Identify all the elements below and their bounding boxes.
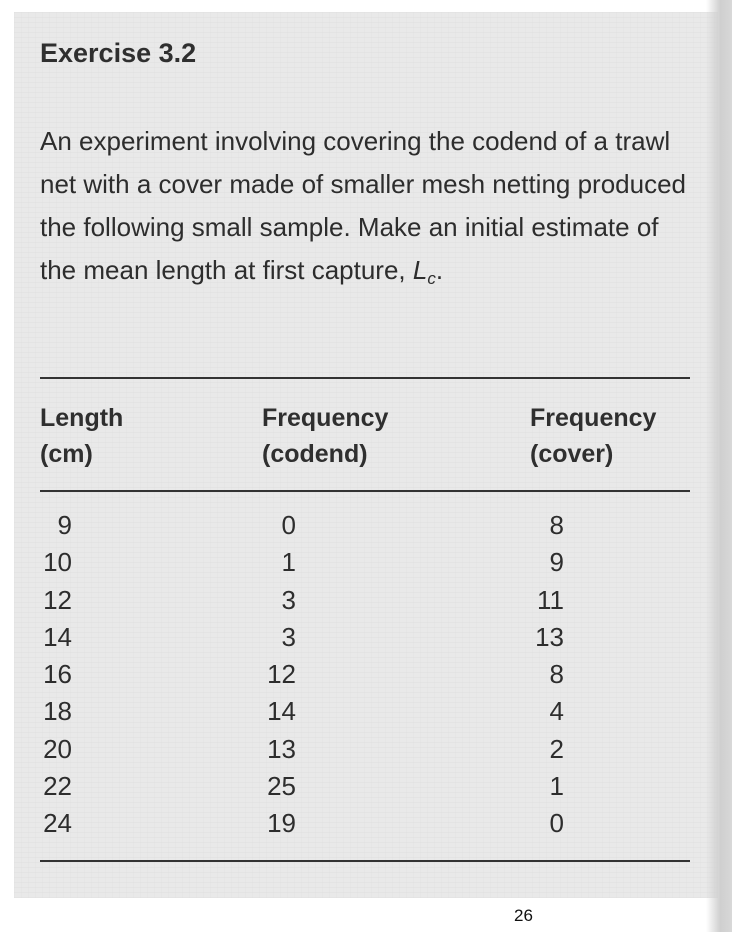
cell-cover: 0 [549, 808, 564, 839]
table-body [0, 510, 732, 846]
cell-cover: 8 [549, 510, 564, 540]
cell-length: 9 [57, 510, 72, 540]
table-row [0, 585, 732, 622]
cell-cover: 11 [537, 584, 564, 615]
table-row [0, 734, 732, 771]
cell-length: 20 [43, 733, 72, 764]
header-cover-line1: Frequency [530, 404, 657, 432]
header-rule [40, 490, 690, 492]
table-top-rule [40, 377, 690, 379]
header-codend-line2: (codend) [262, 440, 368, 468]
cell-codend: 3 [281, 621, 296, 652]
cell-codend: 13 [267, 733, 296, 764]
table-row [0, 696, 732, 733]
cell-codend: 12 [267, 659, 296, 690]
cell-cover: 13 [535, 621, 564, 652]
lc-symbol: L [412, 255, 428, 285]
header-length-line2: (cm) [40, 440, 93, 468]
table-row [0, 622, 732, 659]
table-row [0, 808, 732, 845]
cell-cover: 9 [549, 547, 564, 578]
header-length [40, 400, 123, 472]
exercise-text-body: An experiment involving covering the codend of a trawl net with a cover made of smaller mesh netting produced the following small sample. Make an initial estimate of the mean length at first capture, [40, 126, 687, 285]
cell-codend: 0 [281, 510, 296, 540]
cell-length: 24 [43, 808, 72, 839]
cell-length: 10 [43, 547, 72, 578]
header-cover-line2: (cover) [530, 440, 614, 468]
exercise-title: Exercise 3.2 [40, 38, 197, 68]
cell-codend: 3 [281, 584, 296, 615]
table-bottom-rule [40, 860, 690, 862]
header-frequency-cover [530, 400, 656, 472]
exercise-text [40, 120, 700, 300]
header-codend-line1: Frequency [262, 404, 389, 432]
cell-cover: 1 [549, 771, 564, 802]
cell-codend: 14 [267, 696, 296, 727]
cell-codend: 19 [267, 808, 296, 839]
lc-subscript: c [427, 269, 436, 288]
cell-length: 14 [43, 621, 72, 652]
cell-length: 12 [43, 584, 72, 615]
header-frequency-codend [262, 400, 388, 472]
cell-cover: 4 [549, 696, 564, 727]
cell-cover: 2 [549, 733, 564, 764]
table-row [0, 659, 732, 696]
cell-codend: 25 [267, 771, 296, 802]
cell-length: 18 [43, 696, 72, 727]
header-length-line1: Length [40, 404, 124, 432]
table-row [0, 771, 732, 808]
sentence-end: . [435, 255, 444, 285]
cell-codend: 1 [281, 547, 296, 578]
page-number: 26 [514, 906, 533, 925]
cell-length: 22 [43, 771, 72, 802]
table-row [0, 547, 732, 584]
cell-cover: 8 [549, 659, 564, 690]
table-row [0, 510, 732, 547]
cell-length: 16 [43, 659, 72, 690]
